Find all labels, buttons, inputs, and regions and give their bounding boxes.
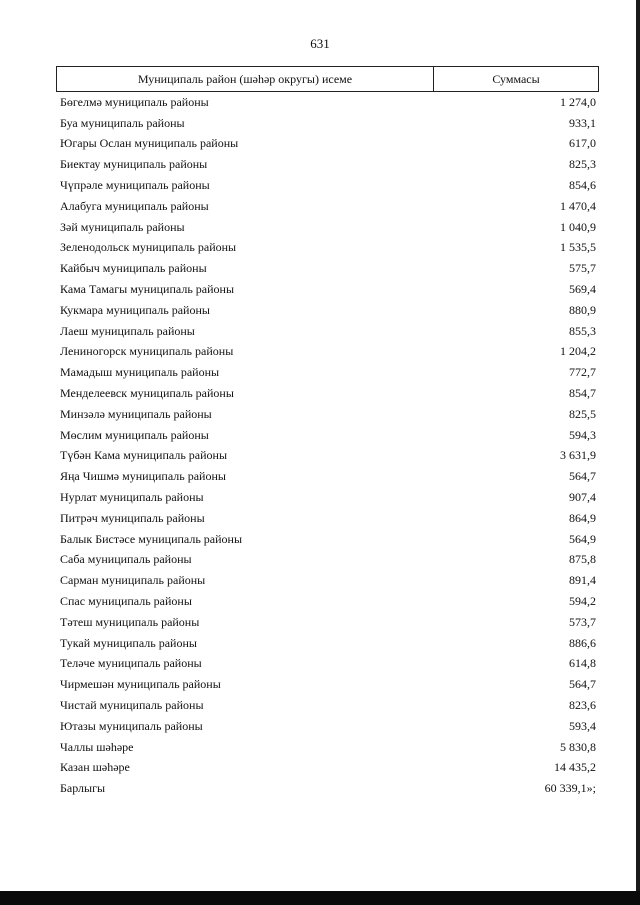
table-row: [60, 466, 596, 487]
table-row: [60, 154, 596, 175]
page-number: 631: [310, 36, 330, 51]
row-sum: 593,4: [569, 718, 596, 733]
row-municipality-name: Нурлат муниципаль районы: [60, 490, 204, 505]
table-row: [60, 695, 596, 716]
table-row: [60, 279, 596, 300]
table-row: [60, 591, 596, 612]
row-municipality-name: Зеленодольск муниципаль районы: [60, 240, 237, 255]
table-row: [60, 92, 596, 113]
row-sum: 1 470,4: [560, 198, 596, 213]
row-municipality-name: Ютазы муниципаль районы: [60, 718, 203, 733]
row-sum: 875,8: [569, 552, 596, 567]
row-sum: 823,6: [569, 698, 596, 712]
row-sum: 594,3: [569, 427, 596, 442]
table-row: [60, 258, 596, 279]
row-sum: 854,6: [569, 178, 596, 193]
table-row: [60, 654, 596, 675]
table-row: [60, 716, 596, 737]
row-municipality-name: Югары Ослан муниципаль районы: [60, 136, 239, 151]
row-municipality-name: Алабуга муниципаль районы: [60, 198, 209, 213]
table-header: [56, 66, 599, 92]
header-sum: Суммасы: [492, 71, 540, 86]
row-sum: 569,4: [569, 282, 596, 297]
row-municipality-name: Кама Тамагы муниципаль районы: [60, 282, 235, 297]
row-sum: 855,3: [569, 323, 596, 338]
table-row: [60, 550, 596, 571]
row-sum: 825,5: [569, 406, 596, 421]
row-sum: 880,9: [569, 302, 596, 317]
table-row: [60, 612, 596, 633]
row-sum: 564,9: [569, 531, 596, 546]
row-sum: 3 631,9: [560, 448, 596, 463]
row-sum: 573,7: [569, 614, 596, 629]
table-row: [60, 134, 596, 155]
row-sum: 891,4: [569, 573, 596, 588]
row-municipality-name: Чүпрәле муниципаль районы: [60, 178, 210, 193]
row-municipality-name: Зәй муниципаль районы: [60, 219, 185, 234]
row-sum: 1 040,9: [560, 219, 596, 234]
table-row: [60, 529, 596, 550]
scan-edge-right: [636, 0, 640, 905]
row-municipality-name: Питрәч муниципаль районы: [60, 510, 205, 525]
table-row: [60, 758, 596, 779]
row-municipality-name: Лаеш муниципаль районы: [60, 323, 195, 338]
row-municipality-name: Лениногорск муниципаль районы: [60, 344, 234, 359]
row-sum: 614,8: [569, 656, 596, 671]
row-municipality-name: Казан шәһәре: [60, 760, 130, 775]
table-row: [60, 570, 596, 591]
table-row: [60, 196, 596, 217]
table-row: [60, 175, 596, 196]
table-row: [60, 737, 596, 758]
row-municipality-name: Мөслим муниципаль районы: [60, 427, 209, 442]
row-sum: 60 339,1»;: [544, 781, 596, 796]
table-row: [60, 113, 596, 134]
row-municipality-name: Яңа Чишмә муниципаль районы: [60, 469, 226, 484]
row-sum: 564,7: [569, 677, 596, 692]
row-municipality-name: Минзәлә муниципаль районы: [60, 406, 212, 421]
row-sum: 854,7: [569, 386, 596, 401]
row-municipality-name: Бөгелмә муниципаль районы: [60, 94, 209, 109]
row-sum: 564,7: [569, 469, 596, 484]
row-municipality-name: Балык Бистәсе муниципаль районы: [60, 531, 243, 546]
row-municipality-name: Чистай муниципаль районы: [60, 698, 204, 712]
row-sum: 933,1: [569, 115, 596, 130]
scan-edge-bottom: [0, 891, 640, 905]
row-municipality-name: Тукай муниципаль районы: [60, 635, 197, 650]
row-municipality-name: Сарман муниципаль районы: [60, 573, 206, 588]
row-sum: 1 274,0: [560, 94, 596, 109]
row-sum: 5 830,8: [560, 739, 596, 754]
table-row: [60, 633, 596, 654]
table-row: [60, 778, 596, 799]
row-municipality-name: Түбән Кама муниципаль районы: [60, 448, 228, 463]
table-row: [60, 508, 596, 529]
row-sum: 886,6: [569, 635, 596, 650]
row-sum: 772,7: [569, 365, 596, 380]
row-sum: 864,9: [569, 510, 596, 525]
row-sum: 825,3: [569, 157, 596, 172]
row-municipality-name: Кайбыч муниципаль районы: [60, 261, 207, 276]
row-municipality-name: Чирмешән муниципаль районы: [60, 677, 221, 692]
table-row: [60, 674, 596, 695]
table-row: [60, 425, 596, 446]
row-sum: 907,4: [569, 490, 596, 505]
row-municipality-name: Менделеевск муниципаль районы: [60, 386, 234, 401]
header-municipality-name: Муниципаль район (шәһәр округы) исеме: [57, 67, 434, 91]
row-municipality-name: Буа муниципаль районы: [60, 115, 185, 130]
row-municipality-name: Чаллы шәһәре: [60, 739, 134, 754]
row-sum: 617,0: [569, 136, 596, 151]
table-row: [60, 487, 596, 508]
table-row: [60, 383, 596, 404]
row-sum: 14 435,2: [554, 760, 596, 775]
row-municipality-name: Тәтеш муниципаль районы: [60, 614, 200, 629]
row-municipality-name: Спас муниципаль районы: [60, 594, 192, 609]
table-row: [60, 321, 596, 342]
row-municipality-name: Теләче муниципаль районы: [60, 656, 202, 671]
row-sum: 1 535,5: [560, 240, 596, 255]
row-municipality-name: Барлыгы: [60, 781, 106, 796]
row-municipality-name: Биектау муниципаль районы: [60, 157, 208, 172]
table-row: [60, 342, 596, 363]
table-row: [60, 446, 596, 467]
table-row: [60, 404, 596, 425]
row-municipality-name: Кукмара муниципаль районы: [60, 302, 210, 317]
table-row: [60, 217, 596, 238]
row-municipality-name: Саба муниципаль районы: [60, 552, 192, 567]
table-row: [60, 362, 596, 383]
row-sum: 594,2: [569, 594, 596, 609]
row-sum: 1 204,2: [560, 344, 596, 359]
table-row: [60, 238, 596, 259]
row-municipality-name: Мамадыш муниципаль районы: [60, 365, 220, 380]
row-sum: 575,7: [569, 261, 596, 276]
table-row: [60, 300, 596, 321]
table-body: [60, 92, 596, 799]
